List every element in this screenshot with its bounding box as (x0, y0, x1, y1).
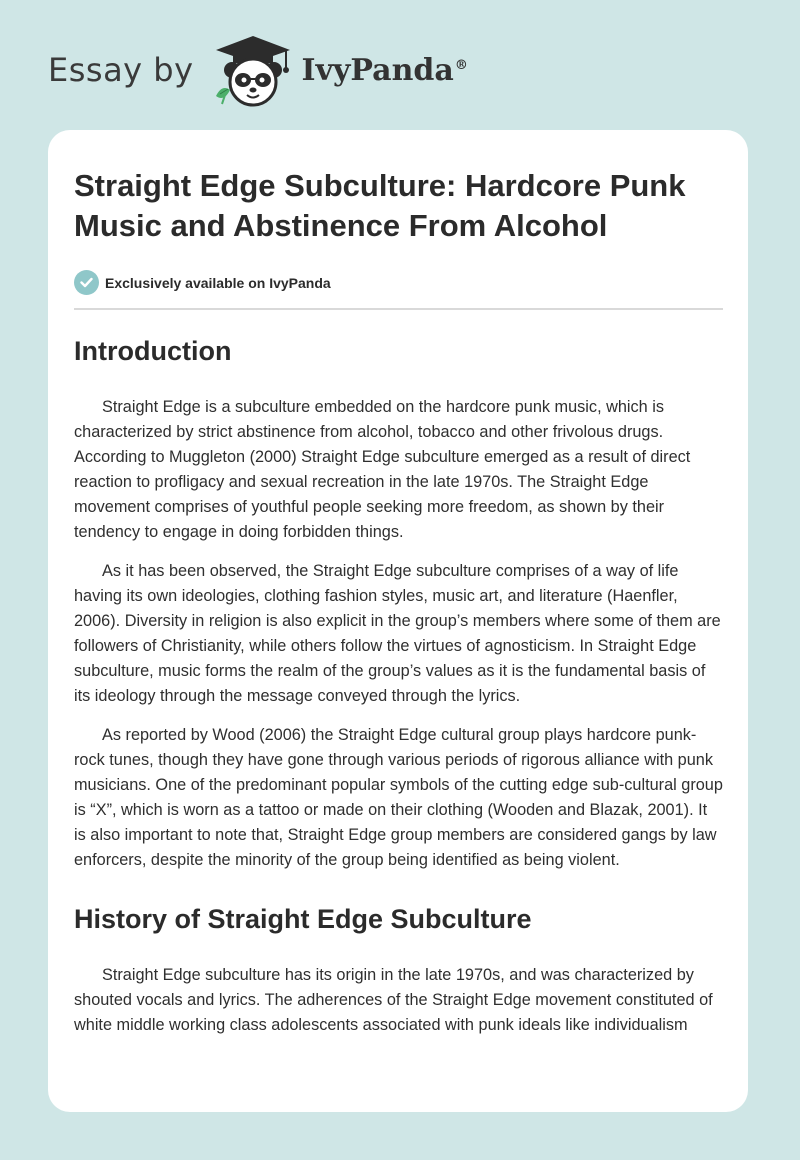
paragraph: Straight Edge is a subculture embedded on the hardcore punk music, which is characterized by strict abstinence from alcohol, tobacco and other frivolous drugs. According to Muggleton (2000) Straight Edge subculture emerged as a result of direct reaction to profligacy and sexual recreation in the late 1970s. The Straight Edge movement comprises of youthful people seeking more freedom, as shown by their tendency to engage in doing forbidden things. (74, 398, 691, 541)
section-heading-history: History of Straight Edge Subculture (74, 904, 532, 934)
exclusive-badge (74, 270, 722, 295)
section-body-introduction (74, 395, 722, 873)
page-title: Straight Edge Subculture: Hardcore Punk Music and Abstinence From Alcohol (74, 168, 686, 243)
registered-mark: ® (454, 57, 468, 73)
paragraph: As it has been observed, the Straight Edge subculture comprises of a way of life having its own ideologies, clothing fashion styles, music art, and literature (Haenfler, 2006). Diversity in religion is also explicit in the group’s members where some of them are followers of Christianity, while others follow the virtues of agnosticism. In Straight Edge subculture, music forms the realm of the group’s values as it is the fundamental basis of its ideology through the message conveyed through the lyrics. (74, 562, 721, 705)
site-header (48, 30, 468, 110)
brand-prefix: Essay by (48, 51, 194, 89)
check-icon (74, 270, 99, 295)
divider (74, 308, 723, 310)
essay-card (48, 130, 748, 1112)
section-body-history (74, 963, 722, 1038)
section-heading-introduction: Introduction (74, 336, 232, 366)
paragraph: As reported by Wood (2006) the Straight Edge cultural group plays hardcore punk-rock tunes, though they have gone through various periods of rigorous alliance with punk musicians. One of the predominant popular symbols of the cutting edge sub-cultural group is “X”, which is worn as a tattoo or made on their clothing (Wooden and Blazak, 2001). It is also important to note that, Straight Edge group members are considered gangs by law enforcers, despite the minority of the group being identified as being violent. (74, 726, 723, 869)
badge-text: Exclusively available on IvyPanda (105, 274, 331, 291)
brand-name[interactable]: IvyPanda® (301, 52, 468, 88)
paragraph: Straight Edge subculture has its origin in the late 1970s, and was characterized by shouted vocals and lyrics. The adherences of the Straight Edge movement constituted of white middle working class adolescents associated with punk ideals like individualism (74, 966, 713, 1034)
panda-graduate-icon[interactable] (208, 30, 298, 110)
